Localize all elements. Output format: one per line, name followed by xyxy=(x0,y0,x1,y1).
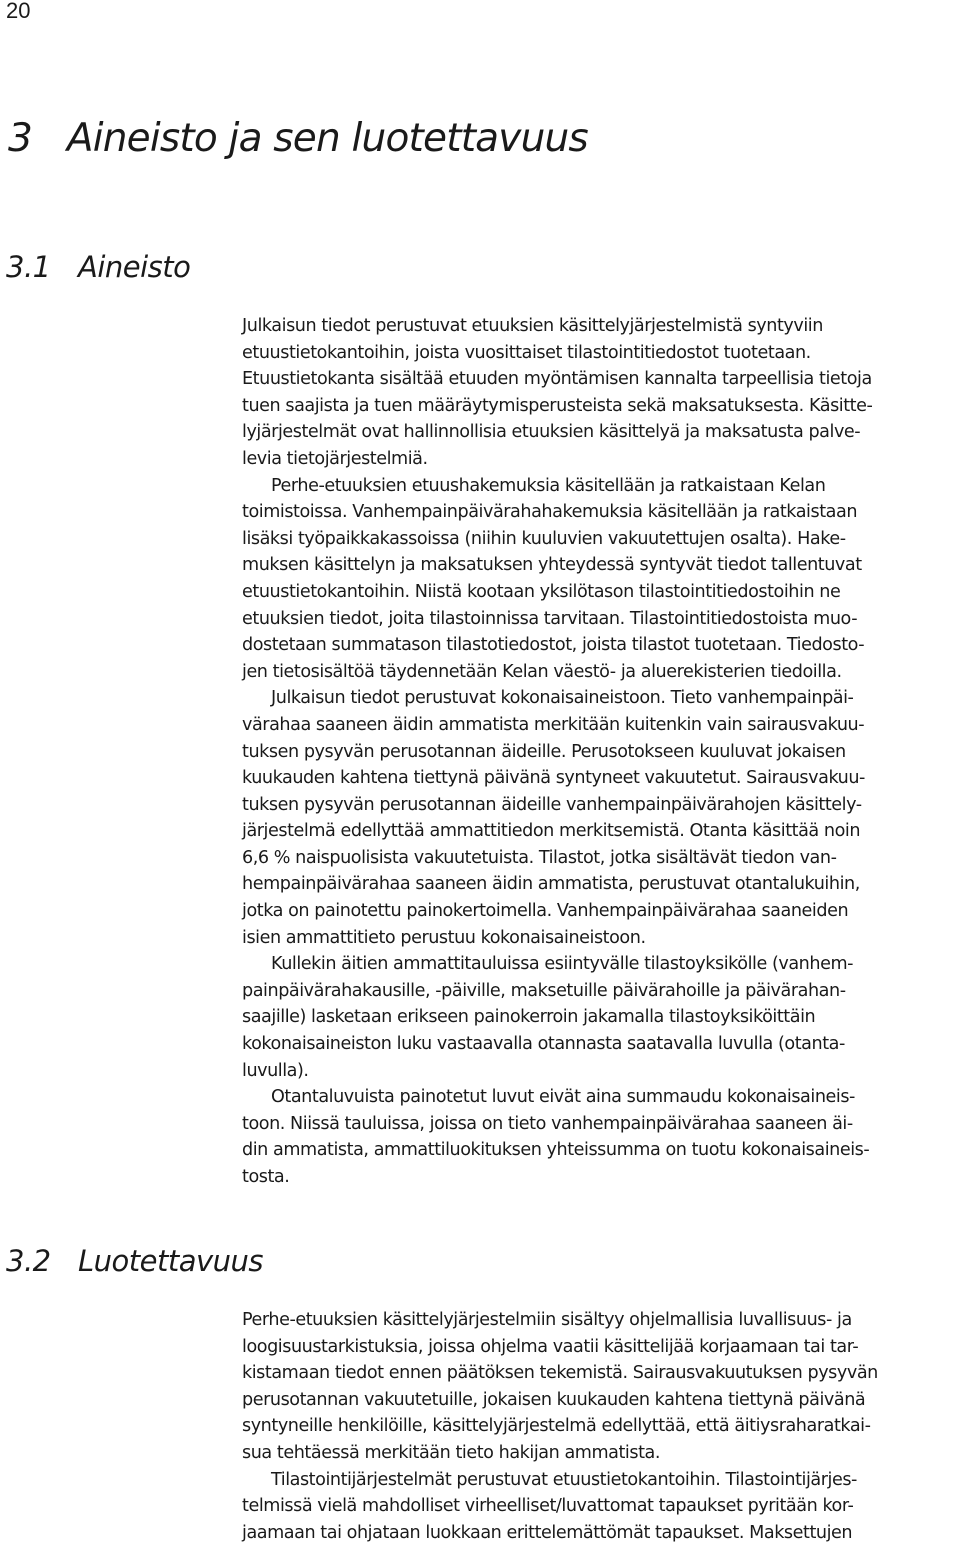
body-line: Otantaluvuista painotetut luvut eivät aina summaudu kokonaisaineis- xyxy=(271,1087,855,1108)
body-line: saajille) lasketaan erikseen painokerroin jakamalla tilastoyksiköittäin xyxy=(242,1007,816,1028)
chapter-heading xyxy=(8,116,588,161)
body-line: tuksen pysyvän perusotannan äideille vanhempainpäivärahojen käsittely- xyxy=(242,794,862,815)
body-line: Perhe-etuuksien käsittelyjärjestelmiin sisältyy ohjelmallisia luvallisuus- ja xyxy=(242,1310,852,1330)
body-line: etuustietokantoihin, joista vuosittaiset tilastointitiedostot tuotetaan. xyxy=(242,342,811,363)
body-line: telmissä vielä mahdolliset virheelliset/luvattomat tapaukset pyritään kor- xyxy=(242,1496,854,1517)
body-line: kistamaan tiedot ennen päätöksen tekemistä. Sairausvakuutuksen pysyvän xyxy=(242,1363,878,1384)
body-line: toimistoissa. Vanhempainpäivärahahakemuksia käsitellään ja ratkaistaan xyxy=(242,502,858,523)
section-heading-luotettavuus xyxy=(6,1244,263,1278)
section-number: 3.2 xyxy=(6,1244,51,1278)
body-line: jaamaan tai ohjataan luokkaan erittelemättömät tapaukset. Maksettujen xyxy=(242,1522,853,1543)
body-line: etuuksien tiedot, joita tilastoinnissa tarvitaan. Tilastointitiedostoista muo- xyxy=(242,608,858,629)
body-line: din ammatista, ammattiluokituksen yhteissumma on tuotu kokonaisaineis- xyxy=(242,1140,870,1161)
section-body-aineisto xyxy=(242,313,960,1191)
body-line: lyjärjestelmät ovat hallinnollisia etuuksien käsittelyä ja maksatusta palve- xyxy=(242,422,861,443)
section-title: Luotettavuus xyxy=(78,1244,264,1278)
body-line: loogisuustarkistuksia, joissa ohjelma vaatii käsittelijää korjaamaan tai tar- xyxy=(242,1336,859,1357)
chapter-number: 3 xyxy=(8,116,33,161)
section-title: Aineisto xyxy=(78,250,191,284)
body-line: toon. Niissä tauluissa, joissa on tieto vanhempainpäivärahaa saaneen äi- xyxy=(242,1113,853,1134)
body-line: Kullekin äitien ammattitauluissa esiintyvälle tilastoyksikölle (vanhem- xyxy=(271,954,854,975)
body-line: Tilastointijärjestelmät perustuvat etuustietokantoihin. Tilastointijärjes- xyxy=(271,1469,857,1490)
body-line: etuustietokantoihin. Niistä kootaan yksilötason tilastointitiedostoihin ne xyxy=(242,581,841,602)
body-line: Julkaisun tiedot perustuvat etuuksien käsittelyjärjestelmistä syntyviin xyxy=(242,316,823,336)
body-line: 6,6 % naispuolisista vakuutetuista. Tilastot, jotka sisältävät tiedon van- xyxy=(242,847,837,868)
body-line: tuen saajista ja tuen määräytymisperusteista sekä maksatuksesta. Käsitte- xyxy=(242,395,873,416)
body-line: jen tietosisältöä täydennetään Kelan väestö- ja aluerekisterien tiedoilla. xyxy=(242,661,842,682)
section-body-luotettavuus xyxy=(242,1307,960,1546)
body-line: järjestelmä edellyttää ammattitiedon merkitsemistä. Otanta käsittää noin xyxy=(242,821,861,842)
section-heading-aineisto xyxy=(6,250,190,284)
body-line: sua tehtäessä merkitään tieto hakijan ammatista. xyxy=(242,1442,661,1463)
body-line: jotka on painotettu painokertoimella. Vanhempainpäivärahaa saaneiden xyxy=(242,901,849,922)
body-line: Perhe-etuuksien etuushakemuksia käsitellään ja ratkaistaan Kelan xyxy=(271,475,826,496)
body-line: luvulla). xyxy=(242,1060,309,1081)
body-line: hempainpäivärahaa saaneen äidin ammatista, perustuvat otantalukuihin, xyxy=(242,874,860,895)
body-line: perusotannan vakuutetuille, jokaisen kuukauden kahtena tiettynä päivänä xyxy=(242,1389,866,1410)
body-line: kokonaisaineiston luku vastaavalla otannasta saatavalla luvulla (otanta- xyxy=(242,1034,845,1055)
body-line: tosta. xyxy=(242,1167,290,1187)
body-line: kuukauden kahtena tiettynä päivänä syntyneet vakuutetut. Sairausvakuu- xyxy=(242,768,865,789)
body-line: tuksen pysyvän perusotannan äideille. Perusotokseen kuuluvat jokaisen xyxy=(242,741,846,762)
body-line: värahaa saaneen äidin ammatista merkitään kuitenkin vain sairausvakuu- xyxy=(242,714,865,735)
body-line: muksen käsittelyn ja maksatuksen yhteydessä syntyvät tiedot tallentuvat xyxy=(242,555,862,576)
body-line: Julkaisun tiedot perustuvat kokonaisaineistoon. Tieto vanhempainpäi- xyxy=(271,688,854,709)
body-line: isien ammattitieto perustuu kokonaisaineistoon. xyxy=(242,927,646,948)
body-line: painpäivärahakausille, -päiville, maksetuille päivärahoille ja päivärahan- xyxy=(242,980,846,1001)
body-line: levia tietojärjestelmiä. xyxy=(242,448,428,469)
body-line: lisäksi työpaikkakassoissa (niihin kuuluvien vakuutettujen osalta). Hake- xyxy=(242,528,846,549)
body-line: Etuustietokanta sisältää etuuden myöntämisen kannalta tarpeellisia tietoja xyxy=(242,369,872,390)
section-number: 3.1 xyxy=(6,250,51,284)
body-line: syntyneille henkilöille, käsittelyjärjestelmä edellyttää, että äitiysraharatkai- xyxy=(242,1416,871,1437)
page-number: 20 xyxy=(6,0,31,23)
chapter-title: Aineisto ja sen luotettavuus xyxy=(66,116,588,161)
body-line: dostetaan summatason tilastotiedostot, joista tilastot tuotetaan. Tiedosto- xyxy=(242,635,865,656)
